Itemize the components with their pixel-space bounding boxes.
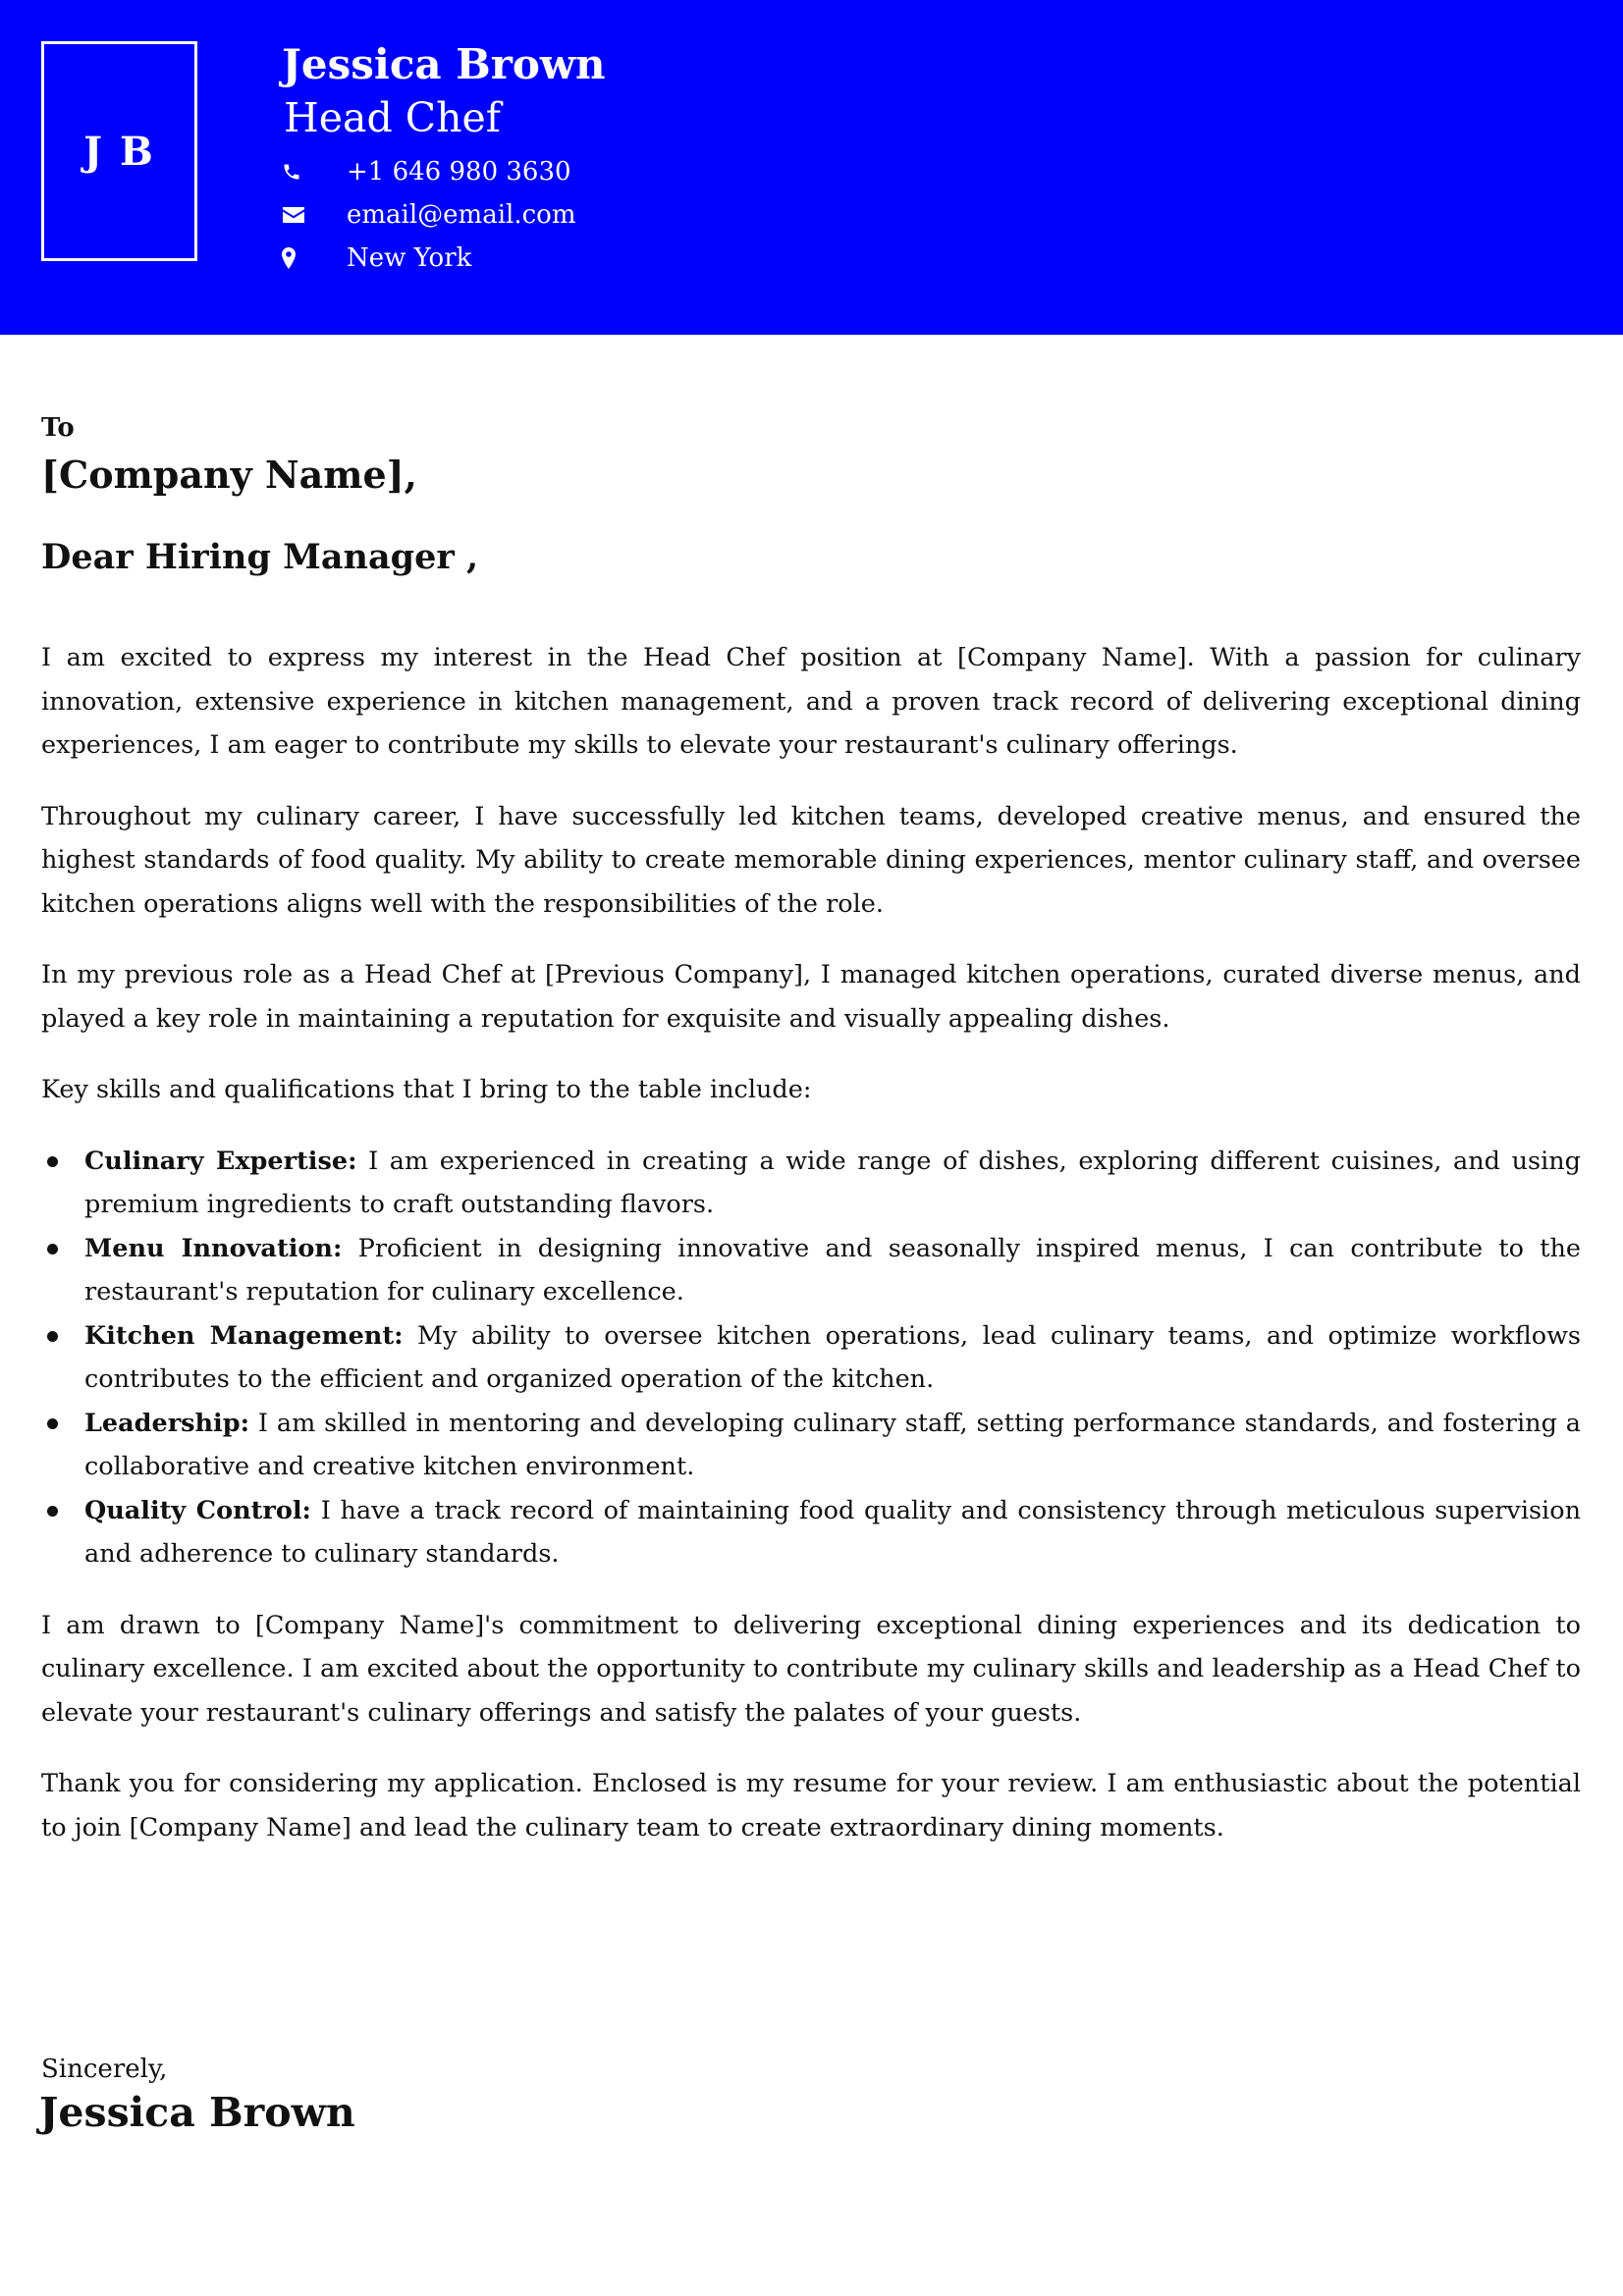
list-item: [41, 1489, 1581, 1576]
bullet-icon: [47, 1156, 58, 1167]
bullet-icon: [47, 1331, 58, 1342]
skill-title: Leadership:: [84, 1408, 249, 1438]
phone-text: +1 646 980 3630: [347, 157, 571, 187]
monogram-initials: J B: [83, 128, 155, 175]
paragraph: In my previous role as a Head Chef at [Previous Company], I managed kitchen operations, curated diverse menus, and played a key role in maintaining a reputation for exquisite and visually appealing dishes.: [41, 960, 1581, 1034]
paragraph: I am excited to express my interest in the Head Chef position at [Company Name]. With a passion for culinary innovation, extensive experience in kitchen management, and a proven track record of delivering exceptional dining experiences, I am eager to contribute my skills to elevate your restaurant's culinary offerings.: [41, 643, 1581, 760]
paragraph: Key skills and qualifications that I bring to the table include:: [41, 1075, 812, 1104]
contact-phone: [282, 152, 571, 191]
envelope-icon: [282, 206, 347, 224]
list-item: [41, 1227, 1581, 1314]
paragraph: I am drawn to [Company Name]'s commitment to delivering exceptional dining experiences and its dedication to culinary excellence. I am excited about the opportunity to contribute my culinary skills and leadership as a Head Chef to elevate your restaurant's culinary offerings and satisfy the palates of your guests.: [41, 1610, 1581, 1728]
skill-title: Kitchen Management:: [84, 1320, 404, 1351]
closing: Sincerely,: [41, 2055, 168, 2084]
applicant-name: Jessica Brown: [282, 40, 606, 88]
job-title: Head Chef: [284, 94, 501, 141]
list-item: [41, 1402, 1581, 1489]
skill-text: I am skilled in mentoring and developing culinary staff, setting performance standards, and fostering a collaborative and creative kitchen environment.: [84, 1408, 1581, 1481]
list-item: [41, 1140, 1581, 1227]
contact-location: [282, 239, 471, 278]
email-text[interactable]: email@email.com: [347, 200, 576, 230]
paragraph: Throughout my culinary career, I have successfully led kitchen teams, developed creative menus, and ensured the highest standards of food quality. My ability to create memorable dining experiences, mentor culinary staff, and oversee kitchen operations aligns well with the responsibilities of the role.: [41, 801, 1581, 919]
paragraph: Thank you for considering my application. Enclosed is my resume for your review. I am enthusiastic about the potential to join [Company Name] and lead the culinary team to create extraordinary dining moments.: [41, 1769, 1581, 1842]
recipient-company: [Company Name],: [41, 453, 417, 497]
contact-email: [282, 195, 575, 235]
bullet-icon: [47, 1418, 58, 1429]
to-label: To: [41, 413, 75, 443]
letter-body: [41, 636, 1581, 1877]
skill-text: I have a track record of maintaining food quality and consistency through meticulous supervision and adherence to culinary standards.: [84, 1495, 1581, 1569]
skill-title: Quality Control:: [84, 1495, 311, 1525]
header-banner: [0, 0, 1623, 335]
skill-title: Menu Innovation:: [84, 1233, 343, 1263]
bullet-icon: [47, 1244, 58, 1255]
phone-icon: [282, 162, 347, 182]
list-item: [41, 1314, 1581, 1402]
map-pin-icon: [282, 247, 347, 269]
signature-name: Jessica Brown: [39, 2089, 355, 2136]
salutation: Dear Hiring Manager ,: [41, 537, 479, 577]
skill-text: Proficient in designing innovative and seasonally inspired menus, I can contribute to the restaurant's reputation for culinary excellence.: [84, 1233, 1581, 1307]
monogram-box: [41, 41, 197, 261]
skill-title: Culinary Expertise:: [84, 1146, 357, 1176]
skills-list: [41, 1140, 1581, 1576]
location-text: New York: [347, 243, 472, 273]
bullet-icon: [47, 1506, 58, 1517]
skill-text: My ability to oversee kitchen operations, lead culinary teams, and optimize workflows contributes to the efficient and organized operation of the kitchen.: [84, 1320, 1581, 1394]
skill-text: I am experienced in creating a wide range of dishes, exploring different cuisines, and using premium ingredients to craft outstanding flavors.: [84, 1146, 1581, 1219]
